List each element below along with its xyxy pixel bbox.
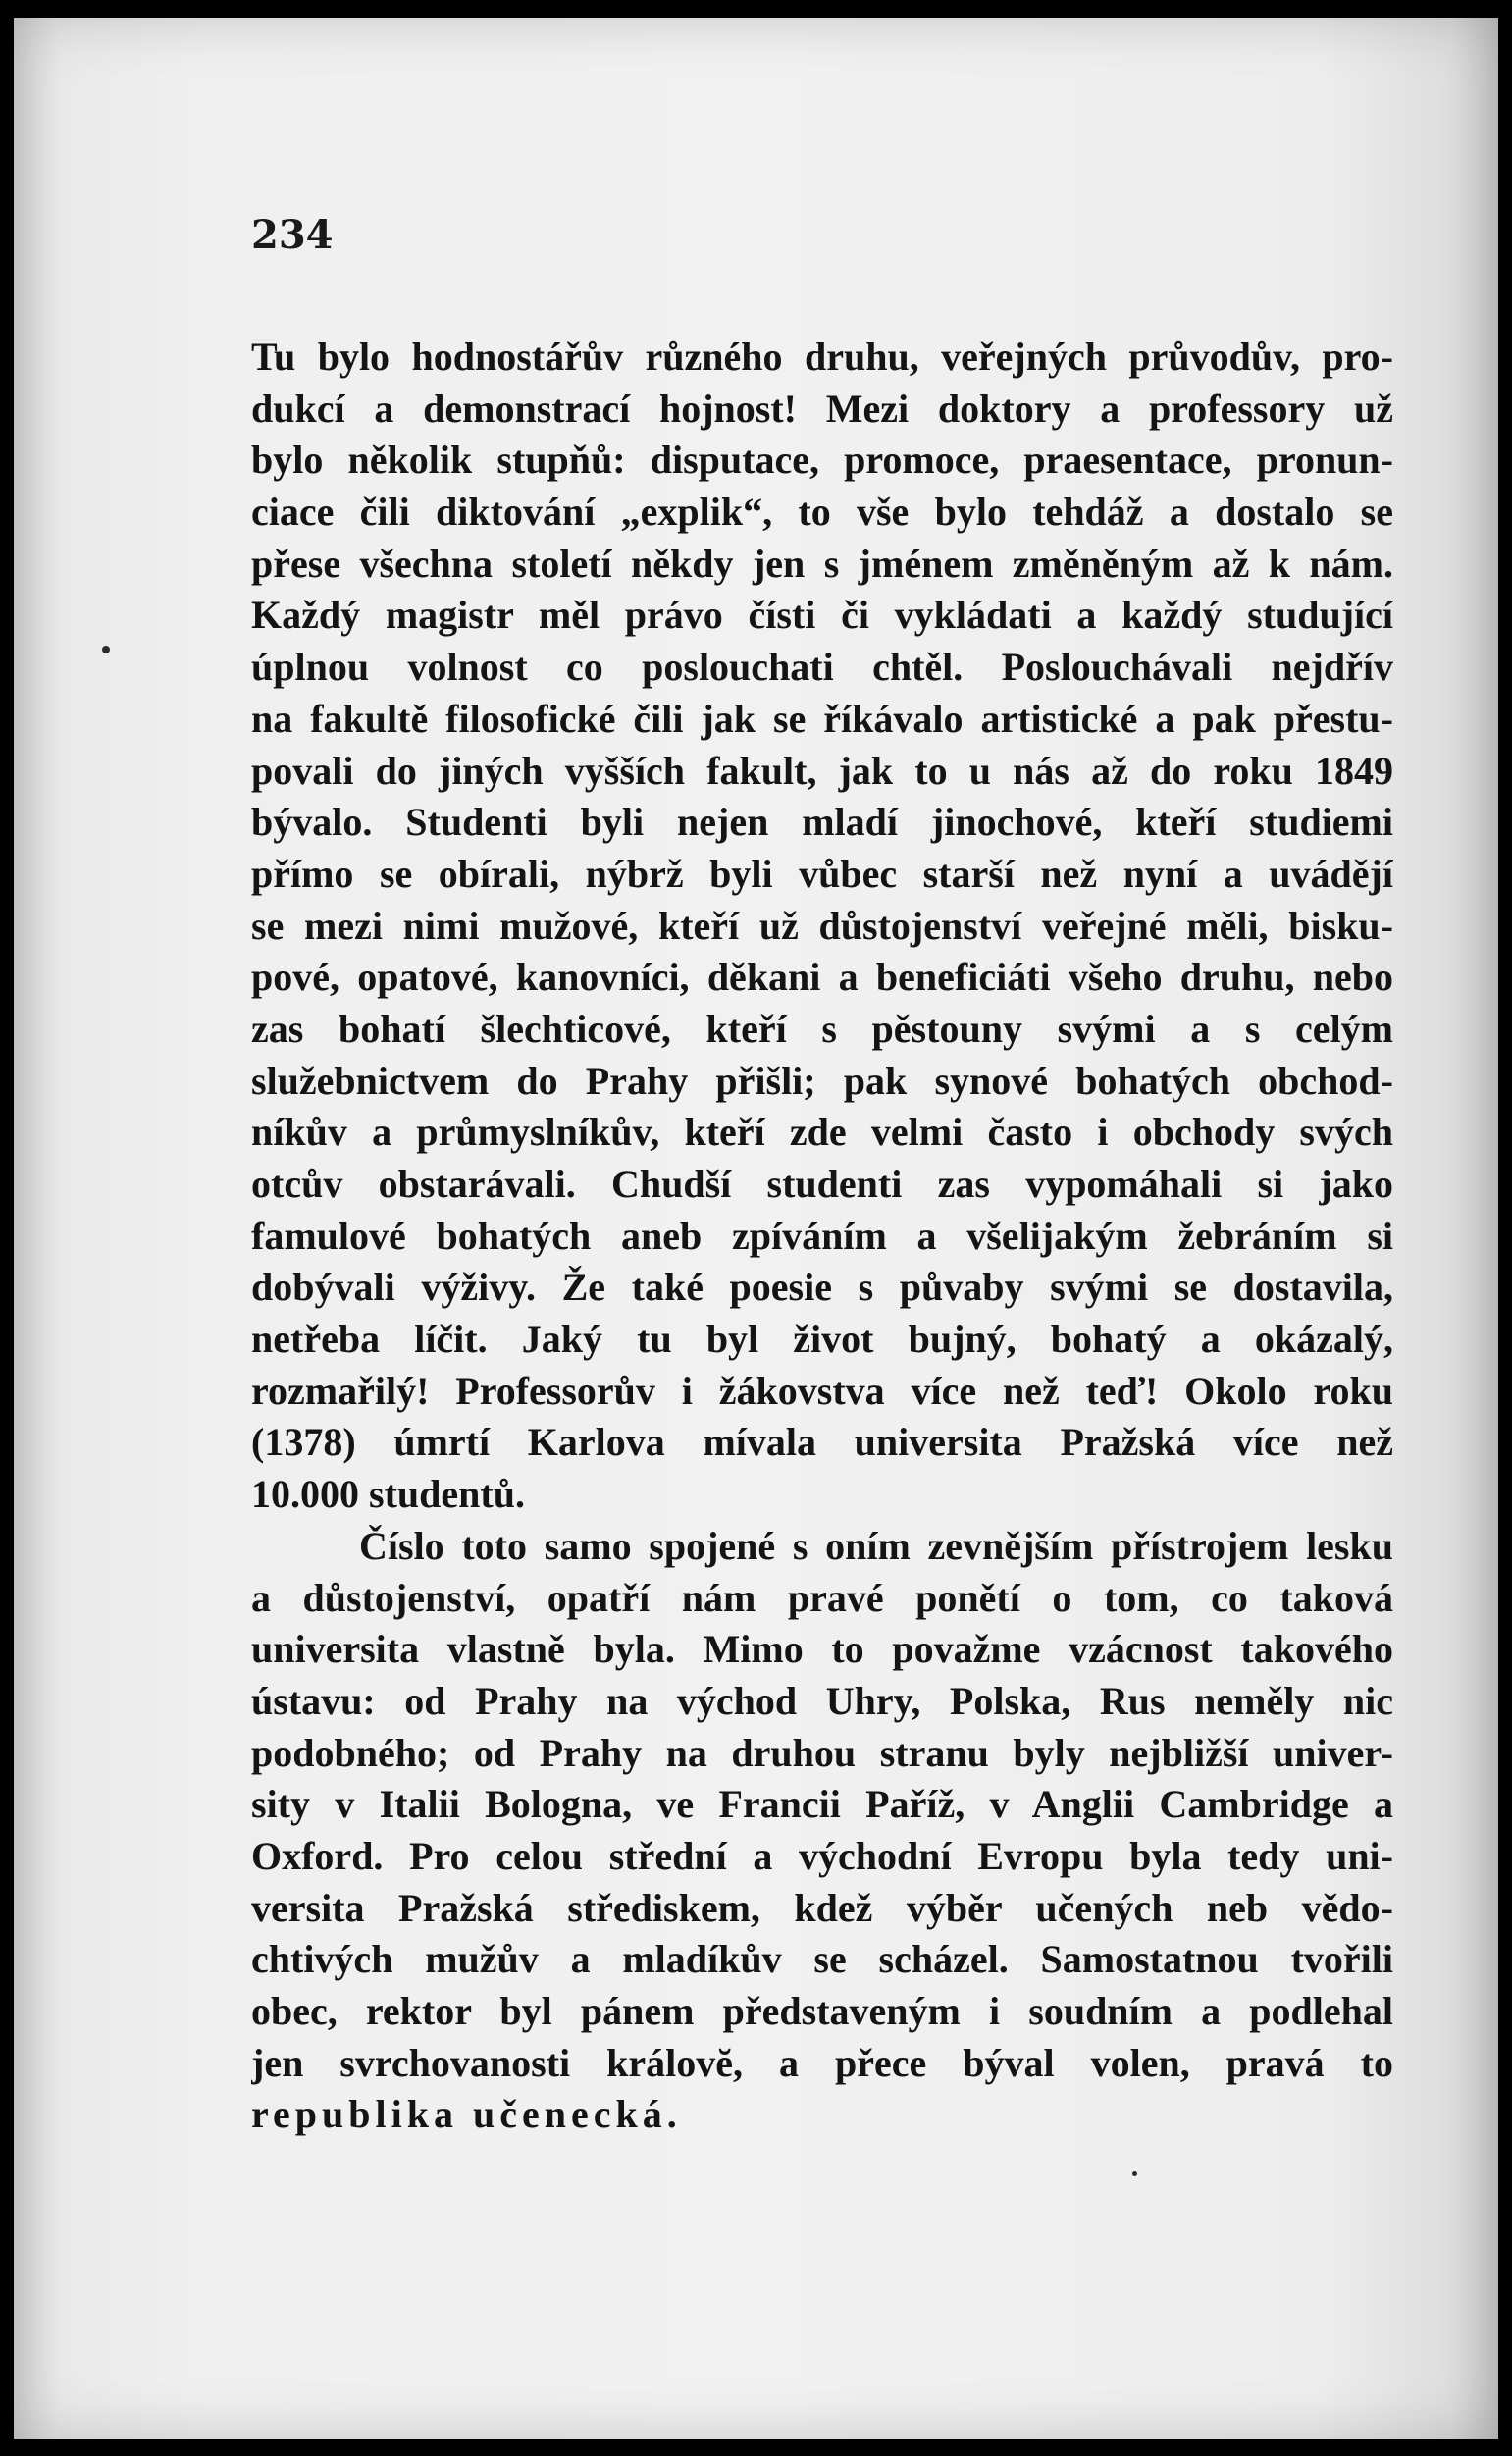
text-line: povali do jiných vyšších fakult, jak to u nás až do roku 1849	[251, 748, 1393, 793]
text-line: zas bohatí šlechticové, kteří s pěstouny svými a s celým	[251, 1006, 1393, 1051]
text-line: versita Pražská střediskem, kdež výběr učených neb vědo-	[251, 1885, 1393, 1930]
text-line: přese všechna století někdy jen s jménem změněným až k nám.	[251, 541, 1393, 586]
text-line: se mezi nimi mužové, kteří už důstojenství veřejné měli, bisku-	[251, 903, 1393, 948]
text-line: služebnictvem do Prahy přišli; pak synové bohatých obchod-	[251, 1058, 1393, 1103]
text-line: úplnou volnost co poslouchati chtěl. Poslouchávali nejdřív	[251, 645, 1393, 690]
text-line: ústavu: od Prahy na východ Uhry, Polska, Rus neměly nic	[251, 1678, 1393, 1723]
text-line: bývalo. Studenti byli nejen mladí jinochové, kteří studiemi	[251, 800, 1393, 845]
text-line: Tu bylo hodnostářův různého druhu, veřejných průvodův, pro-	[251, 335, 1393, 379]
text-line: jen svrchovanosti královĕ, a přece býval volen, pravá to	[251, 2040, 1393, 2085]
page-number: 234	[251, 212, 334, 258]
text-line: níkův a průmyslníkův, kteří zde velmi často i obchody svých	[251, 1110, 1393, 1155]
ink-speck	[1132, 2171, 1137, 2176]
text-line: netřeba líčit. Jaký tu byl život bujný, bohatý a okázalý,	[251, 1317, 1393, 1362]
text-line: dobývali výživy. Že také poesie s půvaby svými se dostavila,	[251, 1265, 1393, 1310]
body-text	[251, 332, 1393, 2141]
text-line: a důstojenství, opatří nám pravé ponětí o tom, co taková	[251, 1575, 1393, 1620]
text-line: otcův obstarávali. Chudší studenti zas vypomáhali si jako	[251, 1162, 1393, 1206]
text-line: na fakultě filosofické čili jak se říkávalo artistické a pak přestu-	[251, 696, 1393, 741]
text-line: sity v Italii Bologna, ve Francii Paříž, v Anglii Cambridge a	[251, 1782, 1393, 1827]
text-line-final: republika učenecká.	[251, 2092, 682, 2137]
text-line: (1378) úmrtí Karlova mívala universita Pražská více než	[251, 1420, 1393, 1465]
text-line: 10.000 studentů.	[251, 1472, 525, 1517]
text-line: bylo několik stupňů: disputace, promoce, praesentace, pronun-	[251, 438, 1393, 483]
text-line: famulové bohatých aneb zpíváním a všelijakým žebráním si	[251, 1213, 1393, 1258]
text-line: Oxford. Pro celou střední a východní Evropu byla tedy uni-	[251, 1833, 1393, 1878]
paragraph-2	[251, 1521, 1393, 2141]
text-line: přímo se obírali, nýbrž byli vůbec starší než nyní a uvádějí	[251, 851, 1393, 896]
ink-speck	[102, 646, 110, 653]
text-line: chtivých mužův a mladíkův se scházel. Samostatnou tvořili	[251, 1937, 1393, 1982]
text-line: dukcí a demonstrací hojnost! Mezi doktory a professory už	[251, 386, 1393, 431]
text-line: Číslo toto samo spojené s oním zevnějším přístrojem lesku	[359, 1523, 1393, 1568]
text-line: podobného; od Prahy na druhou stranu byly nejbližší univer-	[251, 1730, 1393, 1775]
text-line: obec, rektor byl pánem představeným i soudním a podlehal	[251, 1989, 1393, 2033]
text-line: rozmařilý! Professorův i žákovstva více než teď! Okolo roku	[251, 1368, 1393, 1413]
text-line: pové, opatové, kanovníci, děkani a beneficiáti všeho druhu, nebo	[251, 955, 1393, 1000]
text-line: universita vlastně byla. Mimo to považme vzácnost takového	[251, 1627, 1393, 1672]
text-line: ciace čili diktování „explik“, to vše bylo tehdáž a dostalo se	[251, 490, 1393, 535]
paragraph-1	[251, 332, 1393, 1521]
text-line: Každý magistr měl právo čísti či vykládati a každý studující	[251, 593, 1393, 638]
